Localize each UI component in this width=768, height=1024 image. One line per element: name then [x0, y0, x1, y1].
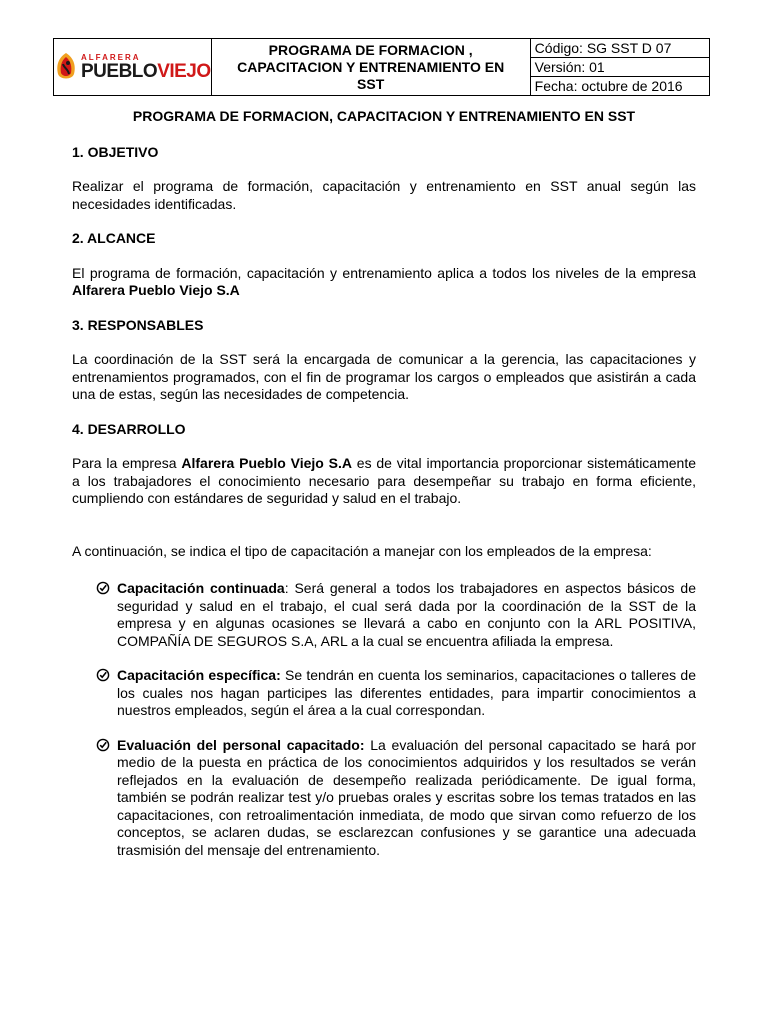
desarrollo-intro-before: Para la empresa	[72, 455, 182, 471]
logo-big-text	[81, 62, 211, 81]
item-text: Se tendrán en cuenta los seminarios, capacitaciones o talleres de los cuales nos hagan participes las diferentes entidades, para impartir conocimientos a nuestros empleados, según el área a la cual correspondan.	[117, 667, 697, 718]
logo-small-text: ALFARERA	[81, 52, 141, 62]
circle-check-icon	[96, 668, 110, 682]
item-term: Capacitación continuada	[117, 580, 285, 596]
list-item	[72, 737, 696, 860]
logo-cell	[54, 39, 212, 96]
document-header-table	[53, 38, 710, 96]
logo-emblem-icon	[54, 52, 78, 82]
list-item	[72, 580, 696, 650]
item-text: : Será general a todos los trabajadores en aspectos básicos de seguridad y salud en el trabajo, el cual será dada por la coordinación de la SST de la empresa y en algunas ocasiones se llevará a cabo en conjunto con la ARL POSITIVA, COMPAÑÍA DE SEGUROS S.A, ARL a la cual se encuentra afiliada la empresa.	[117, 580, 696, 649]
section-heading-desarrollo: 4. DESARROLLO	[72, 420, 186, 437]
fecha-cell: Fecha: octubre de 2016	[530, 77, 709, 96]
company-name: Alfarera Pueblo Viejo S.A	[181, 455, 352, 471]
section-heading-responsables: 3. RESPONSABLES	[72, 316, 204, 333]
header-title-line: CAPACITACION Y ENTRENAMIENTO EN	[237, 58, 505, 75]
header-title-line: PROGRAMA DE FORMACION ,	[268, 41, 473, 58]
logo-word-red: VIEJO	[157, 60, 211, 82]
header-title-line: SST	[357, 75, 385, 92]
codigo-cell: Código: SG SST D 07	[530, 39, 709, 58]
alcance-text: El programa de formación, capacitación y entrenamiento aplica a todos los niveles de la empresa	[72, 264, 696, 281]
circle-check-icon	[96, 581, 110, 595]
list-item	[72, 667, 696, 720]
version-cell: Versión: 01	[530, 58, 709, 77]
company-logo	[54, 52, 211, 82]
company-name: Alfarera Pueblo Viejo S.A	[72, 282, 240, 298]
alcance-paragraph	[72, 265, 696, 300]
responsables-text: La coordinación de la SST será la encargada de comunicar a la gerencia, las capacitaciones y entrenamientos programados, con el fin de programar los cargos o empleados que asistirán a cada una de estas, según las necesidades de competencia.	[72, 351, 696, 402]
desarrollo-intro	[72, 455, 696, 508]
training-types-list	[72, 580, 696, 859]
document-body	[72, 108, 696, 876]
section-heading-alcance: 2. ALCANCE	[72, 230, 156, 246]
desarrollo-lead: A continuación, se indica el tipo de capacitación a manejar con los empleados de la empresa:	[72, 542, 652, 559]
objetivo-text: Realizar el programa de formación, capacitación y entrenamiento en SST anual según las necesidades identificadas.	[72, 178, 696, 212]
desarrollo-intro-after: es de vital importancia proporcionar sistemáticamente a los trabajadores el conocimiento necesario para desempeñar su trabajo en forma eficiente, cumpliendo con estándares de seguridad y salud en el trabajo.	[72, 455, 697, 506]
header-title-cell	[211, 39, 530, 96]
document-title: PROGRAMA DE FORMACION, CAPACITACION Y ENTRENAMIENTO EN SST	[132, 108, 636, 124]
item-term: Capacitación específica:	[117, 667, 281, 683]
logo-word-dark: PUEBLO	[81, 60, 158, 82]
section-heading-objetivo: 1. OBJETIVO	[72, 143, 159, 160]
item-term: Evaluación del personal capacitado:	[117, 736, 365, 753]
item-text: La evaluación del personal capacitado se hará por medio de la puesta en práctica de los conocimientos adquiridos y los resultados se verán reflejados en la evaluación de desempeño realizada periódicamente. De igual forma, también se podrán realizar test y/o pruebas orales y escritas sobre los temas tratados en las capacitaciones, con retroalimentación inmediata, de modo que sirvan como refuerzo de los conceptos, se aclaren dudas, se esclarezcan confusiones y se garantice una adecuada trasmisión del mensaje del entrenamiento.	[117, 736, 696, 858]
circle-check-icon	[96, 738, 110, 752]
